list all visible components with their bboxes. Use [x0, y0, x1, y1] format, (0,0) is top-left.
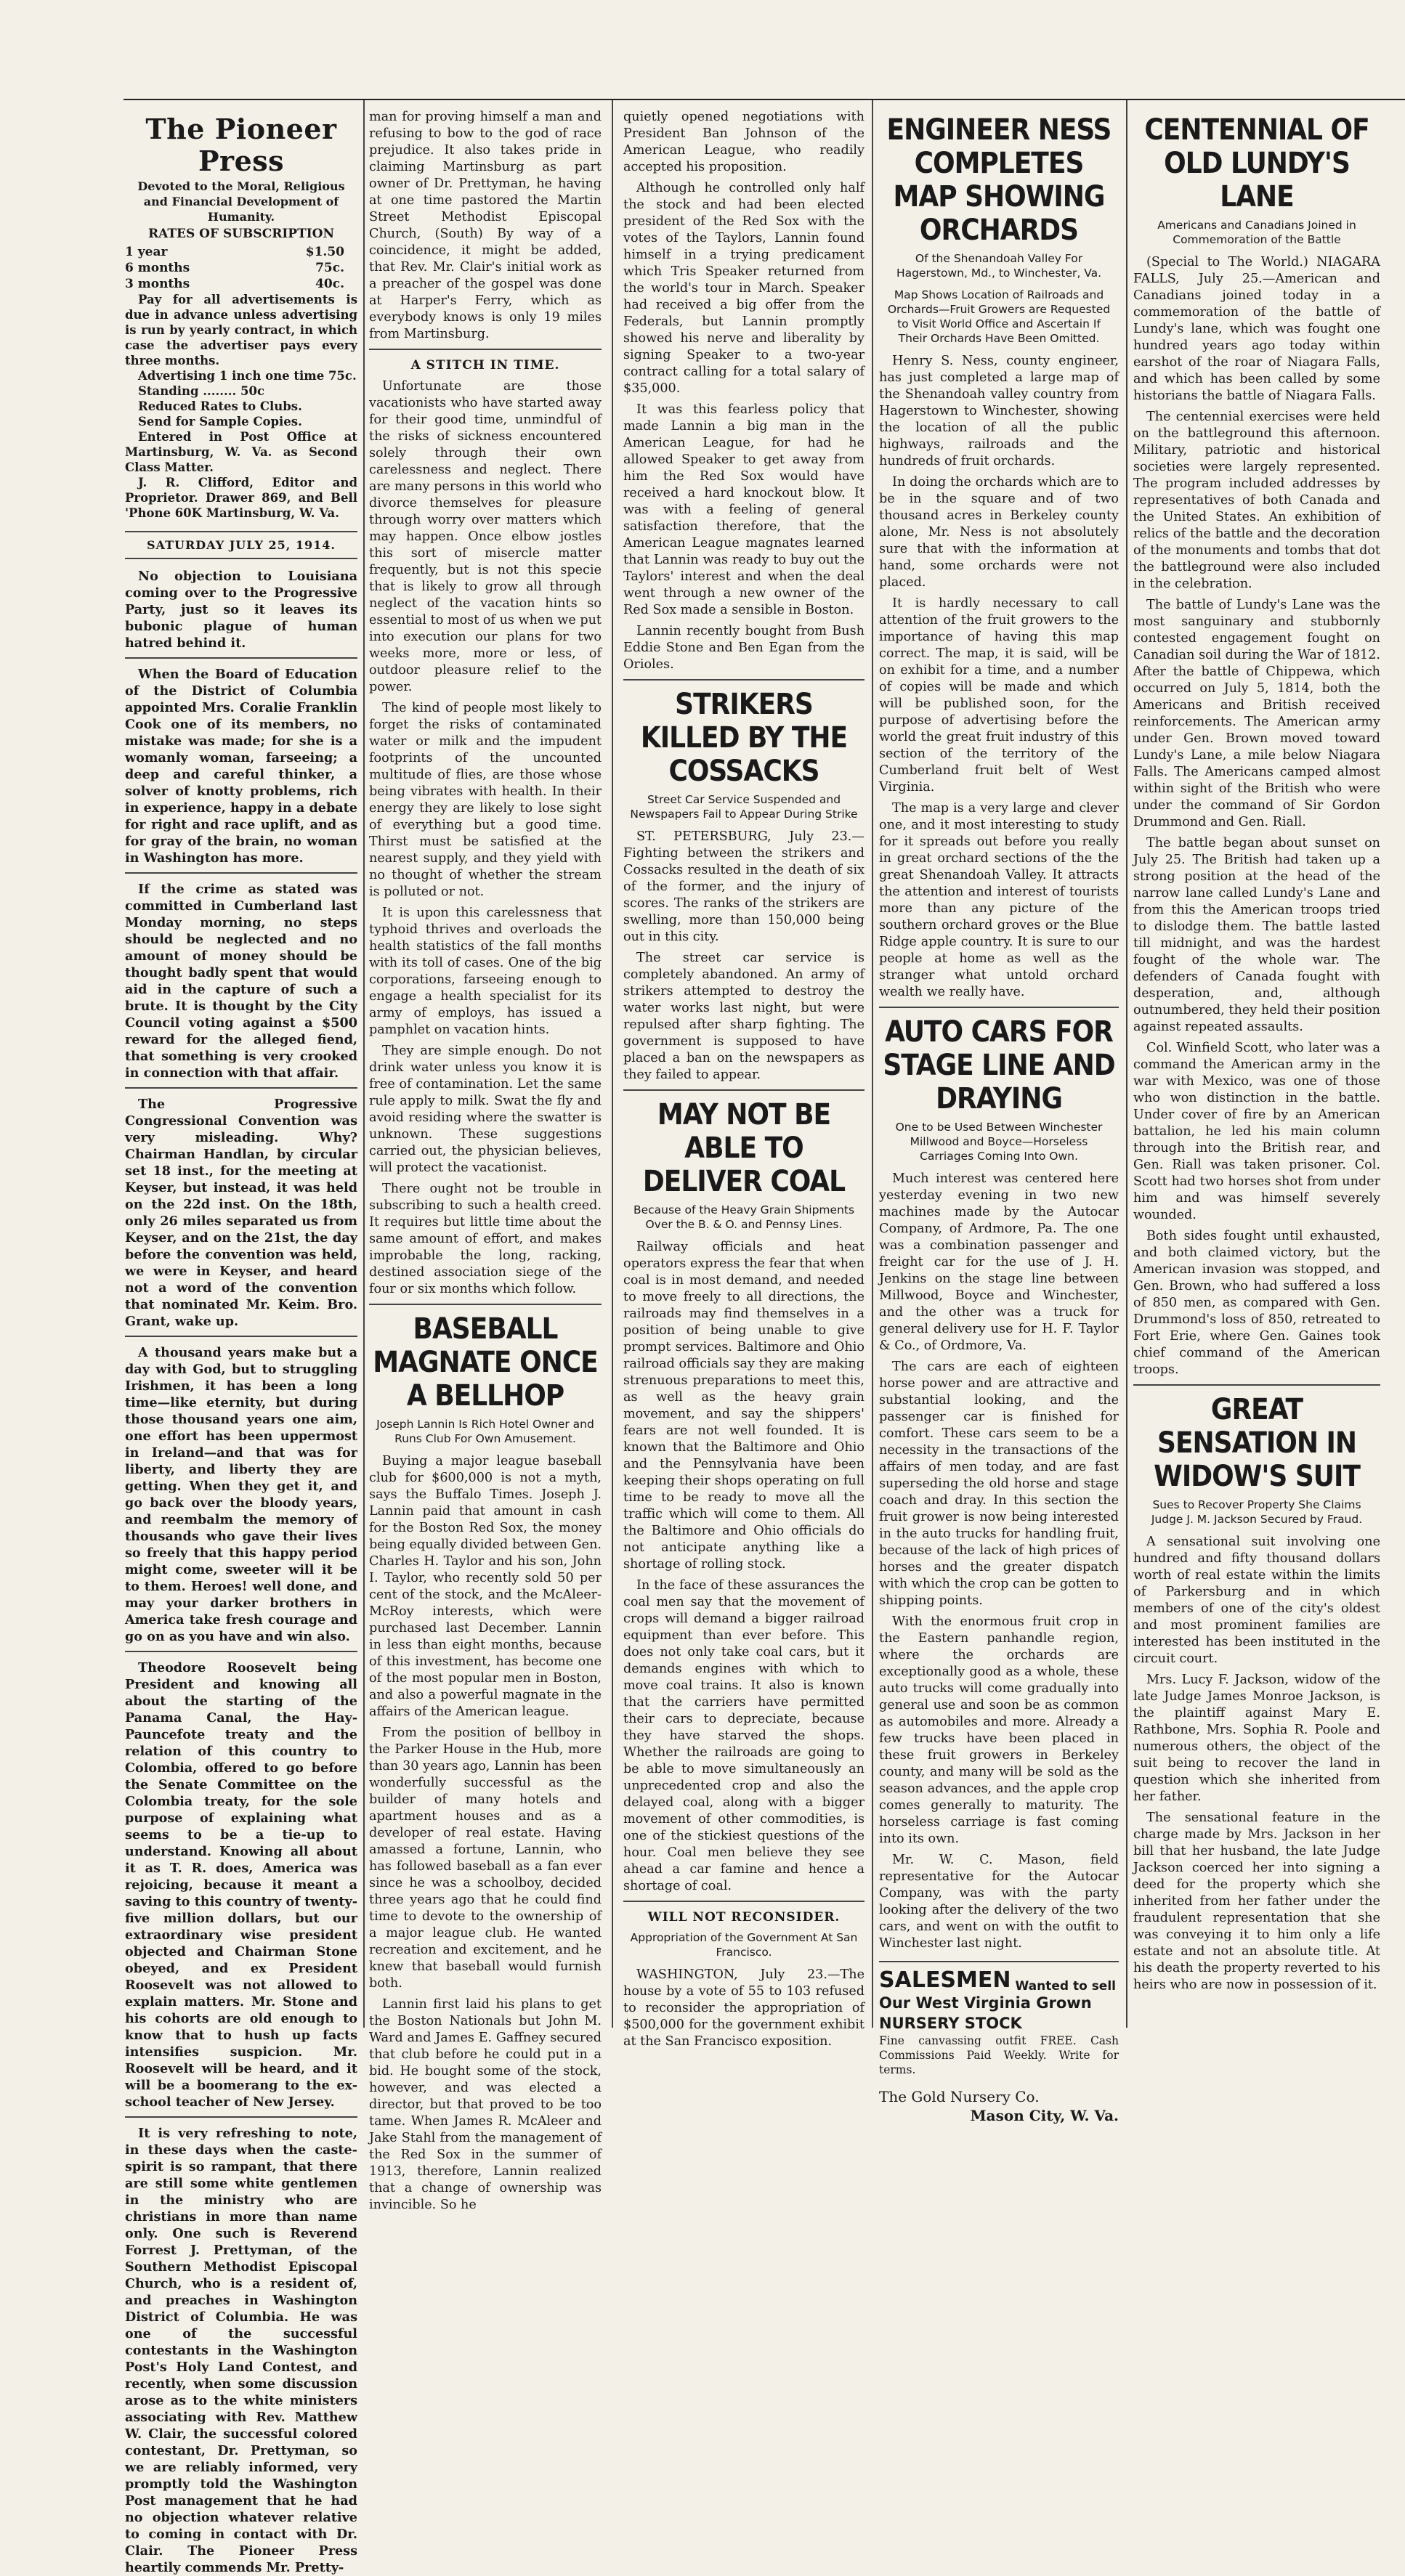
- article-subhead: Map Shows Location of Railroads and Orchards—Fruit Growers are Requested to Visit World Office and Ascertain If Their Orchards Have Been Omitted.: [887, 288, 1111, 345]
- masthead-note: Reduced Rates to Clubs.: [138, 399, 302, 413]
- article-paragraph: A sensational suit involving one hundred and fifty thousand dollars worth of real estate within the limits of Parkersburg and in which members of one of the city's oldest and most prominent families are interested has been instituted in the circuit court.: [1133, 1535, 1380, 1666]
- article-subhead: Sues to Recover Property She Claims Judge J. M. Jackson Secured by Fraud.: [1151, 1498, 1363, 1526]
- article-paragraph: It is upon this carelessness that typhoid thrives and overloads the health statistics of the fall months with its toll of cases. One of the big corporations, farseeing enough to engage a health specialist for its army of employs, has issued a pamphlet on vacation hints.: [369, 906, 602, 1037]
- article-paragraph: WASHINGTON, July 23.—The house by a vote of 55 to 103 refused to reconsider the appropriation of $500,000 for the government exhibit at the San Francisco exposition.: [623, 1967, 865, 2049]
- nursery-advertisement: [879, 1961, 1119, 2125]
- article-headline: CENTENNIAL OF OLD LUNDY'S LANE: [1144, 113, 1369, 214]
- column-2: [369, 109, 602, 2212]
- editorial-paragraph: A thousand years make but a day with God, but to struggling Irishmen, it has been a long time—like eternity, but during those thousand years one aim, one effort has been uppermost in Ireland—and that was for liberty, and liberty they are getting. When they get it, and go back over the bloody years, and reembalm the memory of thousands who gave their lives so freely that this happy period might come, sweeter will it be to them. Heroes! well done, and may your darker brothers in America take fresh courage and go on as you have and win also.: [125, 1345, 357, 1644]
- masthead-note: Entered in Post Office at Martinsburg, W. Va. as Second Class Matter.: [125, 430, 357, 474]
- column-rule: [363, 100, 365, 2028]
- article-paragraph: From the position of bellboy in the Parker House in the Hub, more than 30 years ago, Lannin has been wonderfully successful as the builder of many hotels and apartment houses and as a developer of real estate. Having amassed a fortune, Lannin, who has followed baseball as a fan ever since he was a schoolboy, decided three years ago that he could find time to devote to the ownership of a major league club. He wanted recreation and excitement, and he knew that baseball would furnish both.: [369, 1726, 602, 1991]
- divider: [125, 1336, 357, 1337]
- article-paragraph: The street car service is completely abandoned. An army of strikers attempted to destroy the water works last night, but were repulsed after sharp fighting. The government is supposed to have placed a ban on the newspapers as they failed to appear.: [623, 951, 865, 1082]
- masthead-note: J. R. Clifford, Editor and Proprietor. Drawer 869, and Bell 'Phone 60K Martinsburg, W. Va.: [125, 476, 357, 520]
- editorial-paragraph: The Progressive Congressional Convention was very misleading. Why? Chairman Handlan, by circular set 18 inst., for the meeting at Keyser, but instead, it was held on the 22d inst. On the 18th, only 26 miles separated us from Keyser, and on the 21st, the day before the convention was held, we were in Keyser, and heard not a word of the convention that nominated Mr. Keim. Bro. Grant, wake up.: [125, 1097, 357, 1329]
- article-paragraph: The battle began about sunset on July 25. The British had taken up a strong position at the head of the narrow lane called Lundy's Lane and from this the American troops tried to dislodge them. The battle lasted till midnight, and was the hardest fought of the whole war. The defenders of Canada fought with desperation, and, although outnumbered, they held their position against repeated assaults.: [1133, 836, 1380, 1034]
- article-headline: WILL NOT RECONSIDER.: [647, 1910, 841, 1925]
- article-paragraph: The battle of Lundy's Lane was the most sanguinary and stubbornly contested engagement fought on Canadian soil during the War of 1812. After the battle of Chippewa, which occurred on July 5, 1814, both the Americans and British received reinforcements. The American army under Gen. Brown moved toward Lundy's Lane, a mile below Niagara Falls. The Americans camped almost within sight of the British who were under the command of Sir Gordon Drummond and Gen. Riall.: [1133, 598, 1380, 829]
- article-paragraph: Unfortunate are those vacationists who have started away for their good time, unmindful of the risks of sickness encountered solely through their own carelessness and neglect. There are many persons in this world who divorce themselves for pleasure through worry over matters which may happen. Once elbow jostles this sort of misercle matter frequently, but is not this specie that is likely to grow all through neglect of the vacation hints so essential to most of us when we put into execution our plans for two weeks more, more or less, of outdoor pleasure relief to the power.: [369, 379, 602, 694]
- divider: [879, 1007, 1119, 1008]
- masthead-subtitle: Devoted to the Moral, Religious and Financial Development of Humanity.: [137, 179, 345, 224]
- article-paragraph: The centennial exercises were held on the battleground this afternoon. Military, patriotic and historical societies were largely represented. The program included addresses by representatives of both Canada and the United States. An exhibition of relics of the battle and the decoration of the monuments and tombs that dot the battleground were also included in the celebration.: [1133, 410, 1380, 591]
- article-paragraph: man for proving himself a man and refusing to bow to the god of race prejudice. It also takes pride in claiming Martinsburg as part owner of Dr. Prettyman, he having at one time pastored the Martin Street Methodist Episcopal Church, (South) By way of a coincidence, it might be added, that Rev. Mr. Clair's initial work as a preacher of the gospel was done at Harper's Ferry, which as everybody knows is only 19 miles from Martinsburg.: [369, 110, 602, 341]
- article-paragraph: ST. PETERSBURG, July 23.—Fighting between the strikers and Cossacks resulted in the death of six of the former, and the injury of scores. The ranks of the strikers are swelling, more than 150,000 being out in this city.: [623, 829, 865, 944]
- article-headline: BASEBALL MAGNATE ONCE A BELLHOP: [373, 1312, 598, 1413]
- article-paragraph: Lannin first laid his plans to get the Boston Nationals but John M. Ward and James E. Gaffney secured that club before he could put in a bid. He bought some of the stock, however, and was elected a director, but that proved to be too tame. When James R. McAleer and Jake Stahl from the management of the Red Sox in the summer of 1913, therefore, Lannin realized that a change of ownership was invincible. So he: [369, 1997, 602, 2212]
- masthead-note: Pay for all advertisements is due in advance unless advertising is run by yearly contract, in which case the advertiser pays every three months.: [125, 293, 357, 367]
- divider: [623, 1089, 865, 1091]
- column-rule: [1126, 100, 1127, 2028]
- article-paragraph: Although he controlled only half the stock and had been elected president of the Red Sox with the votes of the Taylors, Lannin found himself in a trying predicament which Tris Speaker returned from the world's tour in March. Speaker had received a big offer from the Federals, but Lannin promptly showed his nerve and liberality by signing Speaker to a two-year contract calling for a total salary of $35,000.: [623, 181, 865, 396]
- article-paragraph: Mr. W. C. Mason, field representative for the Autocar Company, was with the party looking after the delivery of the two cars, and went on with the outfit to Winchester last night.: [879, 1853, 1119, 1951]
- article-paragraph: Lannin recently bought from Bush Eddie Stone and Ben Egan from the Orioles.: [623, 624, 865, 672]
- divider: [125, 872, 357, 874]
- column-3: [623, 109, 865, 2049]
- column-rule: [872, 100, 873, 2028]
- rate-row: 6 months 75c.: [125, 261, 344, 275]
- article-paragraph: Buying a major league baseball club for $600,000 is not a myth, says the Buffalo Times. Joseph J. Lannin paid that amount in cash for the Boston Red Sox, the money being equally divided between Gen. Charles H. Taylor and his son, John I. Taylor, who recently sold 50 per cent of the stock, and the McAleer-McRoy interests, which were purchased last December. Lannin in less than eight months, because of this investment, has become one of the most popular men in Boston, and also a powerful magnate in the affairs of the American league.: [369, 1454, 602, 1719]
- article-paragraph: In doing the orchards which are to be in the square and of two thousand acres in Berkeley county alone, Mr. Ness is not absolutely sure that with the information at hand, some orchards were not placed.: [879, 475, 1119, 590]
- article-subhead: Joseph Lannin Is Rich Hotel Owner and Runs Club For Own Amusement.: [376, 1418, 594, 1445]
- ad-place: Mason City, W. Va.: [970, 2107, 1119, 2124]
- article-subhead: Because of the Heavy Grain Shipments Over the B. & O. and Pennsy Lines.: [633, 1203, 855, 1231]
- divider: [623, 679, 865, 680]
- article-subhead: Of the Shenandoah Valley For Hagerstown, Md., to Winchester, Va.: [896, 252, 1102, 280]
- article-subhead: Appropriation of the Government At San Francisco.: [630, 1931, 858, 1959]
- masthead-title: The Pioneer Press: [145, 113, 337, 177]
- column-rule: [612, 100, 613, 2028]
- editorial-paragraph: When the Board of Education of the District of Columbia appointed Mrs. Coralie Franklin Cook one of its members, no mistake was made; for she is a womanly woman, farseeing; a deep and careful thinker, a solver of knotty problems, rich in experience, happy in a debate for right and race uplift, and as for gray of the brain, no woman in Washington has more.: [125, 667, 357, 866]
- article-paragraph: They are simple enough. Do not drink water unless you know it is free of contamination. Let the same rule apply to milk. Swat the fly and avoid residing where the swatter is unknown. These suggestions carried out, the physician believes, will protect the vacationist.: [369, 1044, 602, 1175]
- article-paragraph: Mrs. Lucy F. Jackson, widow of the late Judge James Monroe Jackson, is the plaintiff against Mary E. Rathbone, Mrs. Sophia R. Poole and numerous others, the object of the suit being to recover the land in question which she inherited from her father.: [1133, 1673, 1380, 1804]
- divider: [125, 1087, 357, 1089]
- article-paragraph: The kind of people most likely to forget the risks of contaminated water or milk and the impudent footprints of the uncounted multitude of flies, are those whose being vibrates with health. In their energy they are likely to lose sight of everything but a good time. Thirst must be satisfied at the nearest supply, and they yield with no thought of whether the stream is polluted or not.: [369, 701, 602, 899]
- article-paragraph: Railway officials and heat operators express the fear that when coal is in most demand, and needed to move freely to all directions, the railroads may find themselves in a position of being unable to give prompt services. Baltimore and Ohio railroad officials say they are making strenuous preparations to meet this, as well as the heavy grain movement, and say the shippers' fears are not well founded. It is known that the Baltimore and Ohio and the Pennsylvania have been keeping their shops operating on full time to be ready to move all the traffic which will come to them. All the Baltimore and Ohio officials do not anticipate anything like a shortage of rolling stock.: [623, 1240, 865, 1572]
- issue-date: SATURDAY JULY 25, 1914.: [125, 531, 357, 559]
- masthead-note: Standing ........ 50c: [138, 384, 265, 398]
- article-headline: ENGINEER NESS COMPLETES MAP SHOWING ORCHARDS: [886, 113, 1112, 247]
- divider: [125, 1651, 357, 1652]
- article-paragraph: The sensational feature in the charge made by Mrs. Jackson in her bill that her husband, the late Judge Jackson coerced her into signing a deed for the property which she inherited from her father under the fraudulent representation that she was conveying it to him only a life estate and not an absolute title. At his death the property reverted to his heirs who are now in possession of it.: [1133, 1811, 1380, 1992]
- article-subhead: Street Car Service Suspended and Newspapers Fail to Appear During Strike: [630, 793, 858, 821]
- article-paragraph: quietly opened negotiations with President Ban Johnson of the American League, who readily accepted his proposition.: [623, 110, 865, 174]
- article-paragraph: It was this fearless policy that made Lannin a big man in the American League, for had he allowed Speaker to get away from him the Red Sox would have received a hard knockout blow. It was with a feeling of general satisfaction therefore, that the American League magnates learned that Lannin was ready to buy out the Taylors' interest and when the deal went through a new owner of the Red Sox made a sensible in Boston.: [623, 402, 865, 617]
- divider: [125, 2116, 357, 2118]
- column-4: [879, 109, 1119, 2124]
- article-paragraph: In the face of these assurances the coal men say that the movement of crops will demand a bigger railroad equipment than ever before. This does not only take coal cars, but it demands engines with which to move coal trains. It also is known that the carriers have permitted their cars to depreciate, because they have starved the shops. Whether the railroads are going to be able to move simultaneously an unprecedented crop and also the delayed coal, along with a bigger movement of other commodities, is one of the stickiest questions of the hour. Coal men believe they see ahead a car famine and hence a shortage of coal.: [623, 1578, 865, 1893]
- editorial-paragraph: No objection to Louisiana coming over to the Progressive Party, just so it leaves its bubonic plague of human hatred behind it.: [125, 569, 357, 651]
- rate-row: 3 months 40c.: [125, 277, 344, 291]
- article-paragraph: Both sides fought until exhausted, and both claimed victory, but the American invasion was stopped, and Gen. Brown, who had suffered a loss of 850 men, as compared with Gen. Drummond's loss of 850, retreated to Fort Erie, where Gen. Gaines took chief command of the American troops.: [1133, 1229, 1380, 1377]
- article-headline: GREAT SENSATION IN WIDOW'S SUIT: [1154, 1393, 1360, 1493]
- ad-line: NURSERY STOCK: [879, 2015, 1022, 2032]
- ad-headline: SALESMEN Wanted to sell: [879, 1967, 1116, 1994]
- ad-body: Fine canvassing outfit FREE. Cash Commissions Paid Weekly. Write for terms.: [879, 2034, 1119, 2076]
- rates-list: [125, 244, 357, 292]
- ad-firm: The Gold Nursery Co.: [879, 2088, 1040, 2105]
- masthead-note: Send for Sample Copies.: [138, 415, 302, 428]
- article-paragraph: (Special to The World.) NIAGARA FALLS, July 25.—American and Canadians joined today in a commemoration of the battle of Lundy's lane, which was fought one hundred years ago today within earshot of the roar of Niagara Falls, and which has been called by some historians the battle of Niagara Falls.: [1133, 255, 1380, 403]
- divider: [125, 657, 357, 659]
- column-5: [1133, 109, 1380, 2028]
- article-subhead: One to be Used Between Winchester Millwood and Boyce—Horseless Carriages Coming Into Own.: [895, 1121, 1103, 1163]
- divider: [623, 1901, 865, 1902]
- top-rule: [124, 99, 1405, 100]
- article-subhead: Americans and Canadians Joined in Commemoration of the Battle: [1157, 219, 1356, 246]
- editorial-paragraph: Theodore Roosevelt being President and knowing all about the starting of the Panama Canal, the Hay-Pauncefote treaty and the relation of this country to Colombia, offered to go before the Senate Committee on the Colombia treaty, for the sole purpose of explaining what seems to be a tie-up to understand. Knowing all about it as T. R. does, America was rejoicing, because it meant a saving to this country of twenty-five million dollars, but our extraordinary wise president objected and Chairman Stone obeyed, and ex President Roosevelt was not allowed to explain matters. Mr. Stone and his cohorts are old enough to know that to hush up facts intensifies suspicion. Mr. Roosevelt will be heard, and it will be a boomerang to the ex-school teacher of New Jersey.: [125, 1660, 357, 2110]
- article-paragraph: Much interest was centered here yesterday evening in two new machines made by the Autocar Company, of Ardmore, Pa. The one was a combination passenger and freight car for the use of J. H. Jenkins on the stage line between Millwood, Boyce and Winchester, and the other was a truck for general delivery use for H. F. Taylor & Co., of Ordmore, Va.: [879, 1171, 1119, 1353]
- divider: [369, 349, 602, 350]
- article-paragraph: The cars are each of eighteen horse power and are attractive and substantial looking, and the passenger car is finished for comfort. These cars seem to be a necessity in the transactions of the affairs of men today, and are fast superseding the old horse and stage coach and dray. In this section the fruit grower is now being interested in the auto trucks for handling fruit, because of the lack of high prices of horses and the greater dispatch with which the crop can be gotten to shipping points.: [879, 1360, 1119, 1608]
- rate-row: 1 year $1.50: [125, 245, 344, 259]
- article-headline: A STITCH IN TIME.: [410, 358, 560, 373]
- rates-title: RATES OF SUBSCRIPTION: [147, 227, 335, 241]
- article-headline: STRIKERS KILLED BY THE COSSACKS: [640, 688, 848, 788]
- article-paragraph: Henry S. Ness, county engineer, has just completed a large map of the Shenandoah valley country from Hagerstown to Winchester, showing the location of all the public highways, railroads and the hundreds of fruit orchards.: [879, 354, 1119, 468]
- article-headline: AUTO CARS FOR STAGE LINE AND DRAYING: [883, 1015, 1115, 1116]
- divider: [369, 1304, 602, 1305]
- article-paragraph: The map is a very large and clever one, and it most interesting to study for it spreads out before you really in great orchard sections of the the great Shenandoah Valley. It attracts the attention and interest of tourists more than any picture of the southern orchard groves or the Blue Ridge apple country. It is sure to our people at home as well as the stranger what untold orchard wealth we really have.: [879, 801, 1119, 999]
- article-paragraph: With the enormous fruit crop in the Eastern panhandle region, where the orchards are exceptionally good as a whole, these auto trucks will come gradually into general use and soon be as common as automobiles and more. Already a few trucks have been placed in these fruit growers in Berkeley county, and many will be sold as the season advances, and the apple crop comes generally to maturity. The horseless carriage is fast coming into its own.: [879, 1614, 1119, 1846]
- masthead-note: Advertising 1 inch one time 75c.: [138, 369, 357, 383]
- column-1: [125, 109, 357, 2575]
- article-paragraph: It is hardly necessary to call attention of the fruit growers to the importance of having this map correct. The map, it is said, will be on exhibit for a time, and a number of copies will be made and which will be published soon, for the purpose of advertising before the world the great fruit industry of this section of the territory of the Cumberland fruit belt of West Virginia.: [879, 596, 1119, 795]
- divider: [1133, 1384, 1380, 1386]
- article-paragraph: There ought not be trouble in subscribing to such a health creed. It requires but little time about the same amount of effort, and makes improbable the long, racking, destined association siege of the four or six months which follow.: [369, 1182, 602, 1296]
- article-paragraph: Col. Winfield Scott, who later was a command the American army in the war with Mexico, was one of those who won distinction in the battle. Under cover of fire by an American battalion, he led his main column through into the British rear, and Gen. Riall was taken prisoner. Col. Scott had two horses shot from under him and was himself severely wounded.: [1133, 1041, 1380, 1222]
- editorial-paragraph: If the crime as stated was committed in Cumberland last Monday morning, no steps should be neglected and no amount of money should be thought badly spent that would aid in the capture of such a brute. It is thought by the City Council voting against a $500 reward for the alleged fiend, that something is very crooked in connection with that affair.: [125, 882, 357, 1081]
- editorial-paragraph: It is very refreshing to note, in these days when the caste-spirit is so rampant, that there are still some white gentlemen in the ministry who are christians in more than name only. One such is Reverend Forrest J. Prettyman, of the Southern Methodist Episcopal Church, who is a resident of, and preaches in Washington District of Columbia. He was one of the successful contestants in the Washington Post's Holy Land Contest, and recently, when some discussion arose as to the white ministers associating with Rev. Matthew W. Clair, the successful colored contestant, Dr. Prettyman, so we are reliably informed, very promptly told the Washington Post management that he had no objection whatever relative to coming in contact with Dr. Clair. The Pioneer Press heartily commends Mr. Pretty-: [125, 2126, 357, 2575]
- article-headline: MAY NOT BE ABLE TO DELIVER COAL: [642, 1098, 846, 1198]
- ad-line: Our West Virginia Grown: [879, 1994, 1092, 2012]
